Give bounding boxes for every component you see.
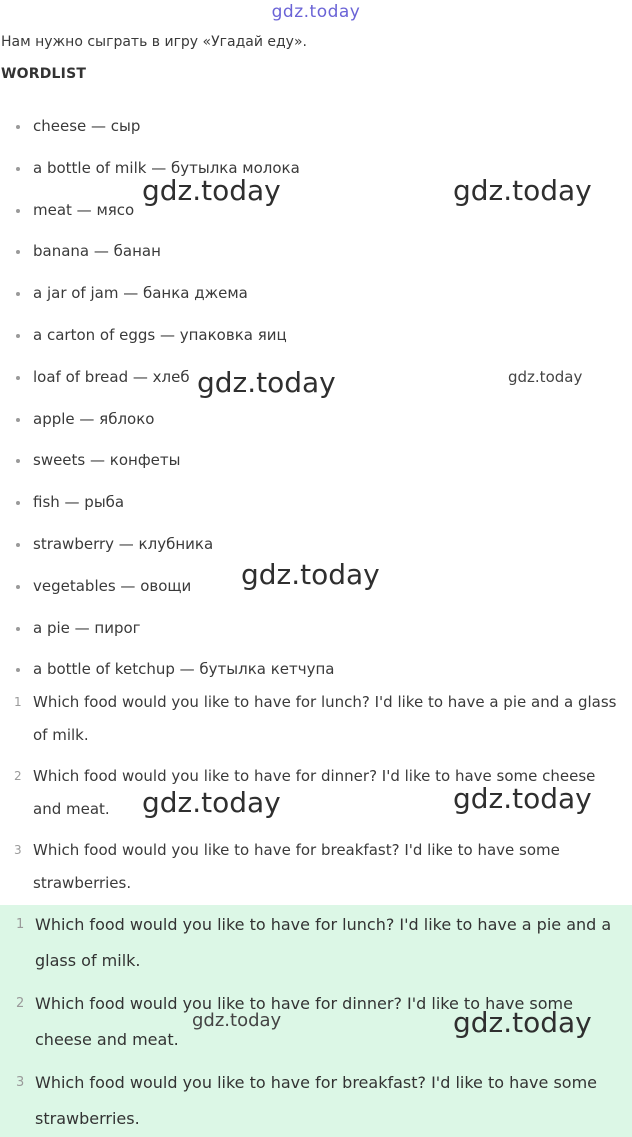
bullet-icon <box>16 376 20 380</box>
questions-list <box>0 686 632 900</box>
answer-box <box>0 905 632 1137</box>
question-text: Which food would you like to have for dinner? I'd like to have some cheese and meat. <box>33 767 596 818</box>
question-item <box>0 760 632 826</box>
question-text: Which food would you like to have for lunch? I'd like to have a pie and a glass of milk. <box>33 693 617 744</box>
list-item <box>0 106 632 148</box>
list-item <box>0 524 632 566</box>
watermark: gdz.today <box>197 366 336 399</box>
word-pair: a jar of jam — банка джема <box>33 284 248 303</box>
bullet-icon <box>16 668 20 672</box>
list-item <box>0 148 632 190</box>
word-pair: vegetables — овощи <box>33 576 192 595</box>
word-pair: a pie — пирог <box>33 618 141 637</box>
watermark: gdz.today <box>142 174 281 207</box>
word-pair: a bottle of milk — бутылка молока <box>33 158 300 177</box>
answer-number: 2 <box>16 996 25 1011</box>
bullet-icon <box>16 627 20 631</box>
word-pair: banana — банан <box>33 242 161 261</box>
answer-number: 1 <box>16 917 25 932</box>
bullet-icon <box>16 334 20 338</box>
question-number: 2 <box>14 769 22 783</box>
list-item <box>0 482 632 524</box>
list-item <box>0 399 632 441</box>
word-pair: a bottle of ketchup — бутылка кетчупа <box>33 660 335 679</box>
bullet-icon <box>16 292 20 296</box>
bullet-icon <box>16 501 20 505</box>
list-item <box>0 566 632 608</box>
list-item <box>0 273 632 315</box>
word-pair: cheese — сыр <box>33 117 141 135</box>
bullet-icon <box>16 125 20 129</box>
question-text: Which food would you like to have for breakfast? I'd like to have some strawberries. <box>33 841 560 892</box>
answer-text: Which food would you like to have for breakfast? I'd like to have some strawberries. <box>35 1073 598 1128</box>
list-item <box>0 315 632 357</box>
answer-text: Which food would you like to have for lunch? I'd like to have a pie and a glass of milk. <box>35 915 612 970</box>
list-item <box>0 190 632 232</box>
answer-item <box>0 986 632 1058</box>
list-item <box>0 357 632 399</box>
wordlist <box>0 106 632 691</box>
watermark: gdz.today <box>241 558 380 591</box>
watermark: gdz.today <box>453 174 592 207</box>
question-item <box>0 834 632 900</box>
word-pair: loaf of bread — хлеб <box>33 367 190 386</box>
answer-item <box>0 1065 632 1137</box>
answer-number: 3 <box>16 1075 25 1090</box>
watermark: gdz.today <box>453 782 592 815</box>
list-item <box>0 440 632 482</box>
question-number: 1 <box>14 695 22 709</box>
question-number: 3 <box>14 843 22 857</box>
watermark: gdz.today <box>192 1010 282 1031</box>
bullet-icon <box>16 543 20 547</box>
bullet-icon <box>16 167 20 171</box>
bullet-icon <box>16 585 20 589</box>
bullet-icon <box>16 459 20 463</box>
answer-text: Which food would you like to have for dinner? I'd like to have some cheese and meat. <box>35 994 573 1049</box>
wordlist-heading: WORDLIST <box>1 66 87 82</box>
word-pair: a carton of eggs — упаковка яиц <box>33 325 287 344</box>
watermark: gdz.today <box>142 786 281 819</box>
site-logo-watermark: gdz.today <box>271 2 361 22</box>
list-item <box>0 608 632 650</box>
question-item <box>0 686 632 752</box>
bullet-icon <box>16 209 20 213</box>
list-item <box>0 649 632 691</box>
bullet-icon <box>16 250 20 254</box>
watermark: gdz.today <box>453 1006 592 1039</box>
watermark: gdz.today <box>508 368 583 386</box>
intro-text: Нам нужно сыграть в игру «Угадай еду». <box>1 34 307 50</box>
list-item <box>0 231 632 273</box>
word-pair: fish — рыба <box>33 493 125 512</box>
word-pair: meat — мясо <box>33 200 135 219</box>
word-pair: strawberry — клубника <box>33 534 214 553</box>
answer-item <box>0 907 632 979</box>
bullet-icon <box>16 418 20 422</box>
word-pair: sweets — конфеты <box>33 451 181 470</box>
word-pair: apple — яблоко <box>33 409 155 428</box>
